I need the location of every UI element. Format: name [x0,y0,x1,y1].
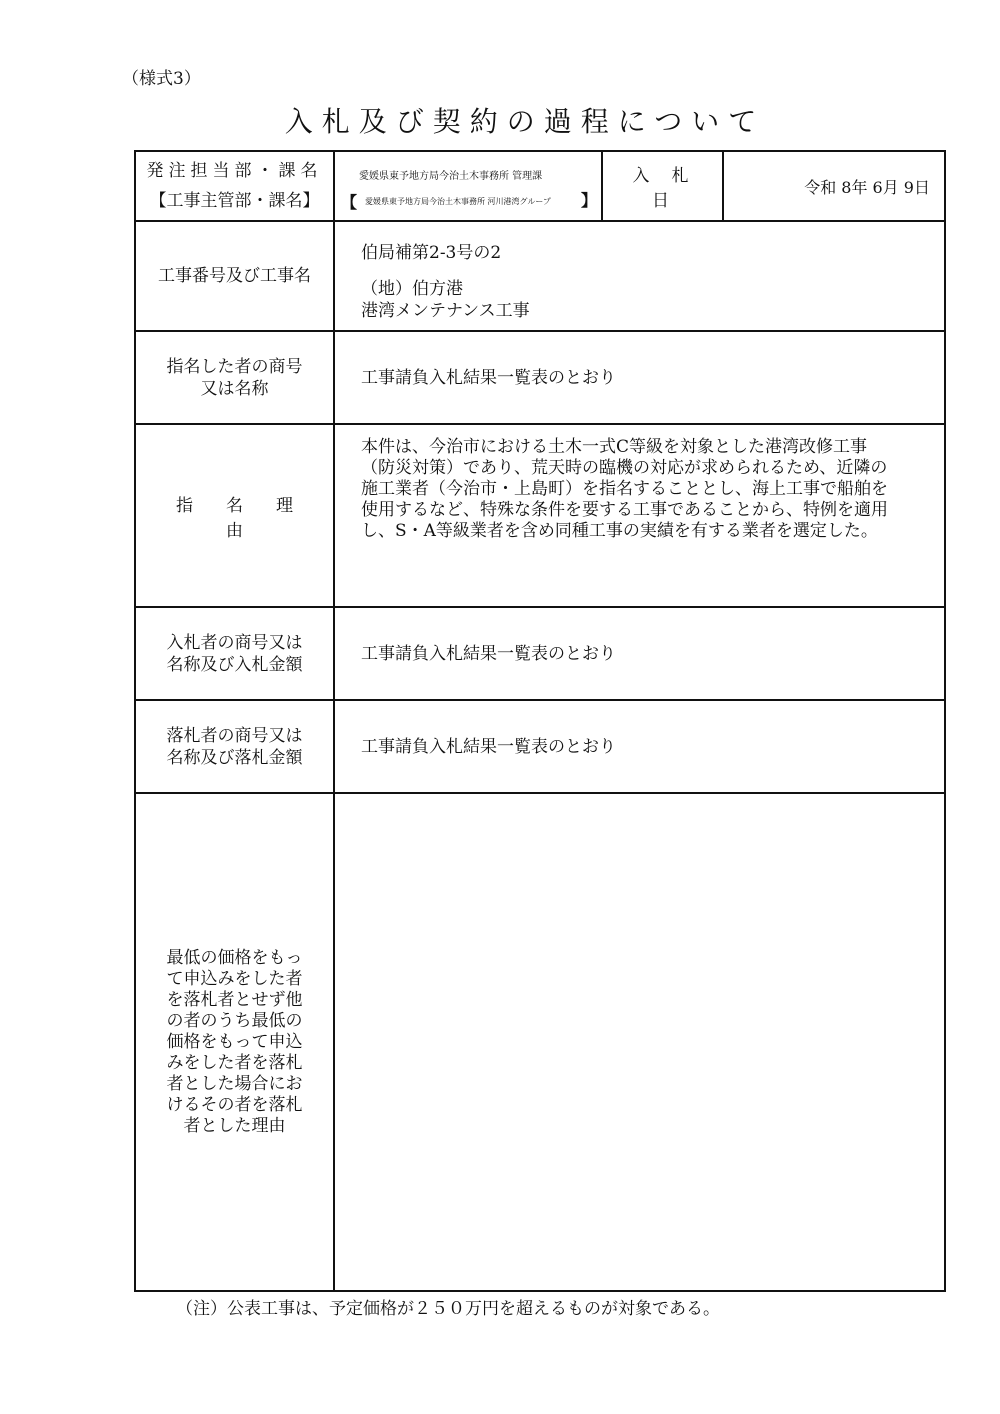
project-name-line1: （地）伯方港 [361,279,463,299]
winner-row [135,700,945,793]
bidders-label: 入札者の商号又は 名称及び入札金額 [135,607,334,700]
reason-line: し、S・A等級業者を含め同種工事の実績を有する業者を選定した。 [361,521,878,541]
department-label: 発注担当部・課名 【工事主管部・課名】 [135,151,334,221]
designated-row [135,331,945,424]
supervising-department: 【 愛媛県東予地方局今治土木事務所 河川港湾グループ 】 [341,191,598,212]
designated-label: 指名した者の商号 又は名称 [135,331,334,424]
document-title: 入札及び契約の過程について [284,105,766,138]
exception-value [334,793,945,1291]
reason-line: 使用するなど、特殊な条件を要する工事であることから、特例を適用 [361,500,888,520]
reason-value [334,424,945,607]
winner-label: 落札者の商号又は 名称及び落札金額 [135,700,334,793]
reason-label: 指名理由 [135,424,334,607]
department-value [334,151,602,221]
project-label: 工事番号及び工事名 [135,221,334,331]
bidders-value: 工事請負入札結果一覧表のとおり [334,607,945,700]
department-row [135,151,945,221]
winner-value: 工事請負入札結果一覧表のとおり [334,700,945,793]
bid-date-label: 入札日 [602,151,723,221]
bid-date-value: 令和 8年 6月 9日 [723,151,945,221]
designated-value: 工事請負入札結果一覧表のとおり [334,331,945,424]
reason-line: 本件は、今治市における土木一式C等級を対象とした港湾改修工事 [361,437,868,457]
project-number: 伯局補第2-3号の2 [361,243,502,263]
process-table [134,150,946,1292]
footnote: （注）公表工事は、予定価格が２５０万円を超えるものが対象である。 [176,1299,720,1319]
exception-row [135,793,945,1291]
project-value [334,221,945,331]
reason-line: （防災対策）であり、荒天時の臨機の対応が求められるため、近隣の [361,458,888,478]
project-row [135,221,945,331]
reason-row [135,424,945,607]
bidders-row [135,607,945,700]
department-name: 愛媛県東予地方局今治土木事務所 管理課 [359,171,543,182]
exception-label: 最低の価格をもっ て申込みをした者 を落札者とせず他 の者のうち最低の 価格をもって申込 みをした者を落札 者とした場合にお けるその者を落札 者とした理由 [135,793,334,1291]
project-name-line2: 港湾メンテナンス工事 [361,301,530,321]
reason-line: 施工業者（今治市・上島町）を指名することとし、海上工事で船舶を [361,479,888,499]
form-number: （様式3） [122,69,201,89]
